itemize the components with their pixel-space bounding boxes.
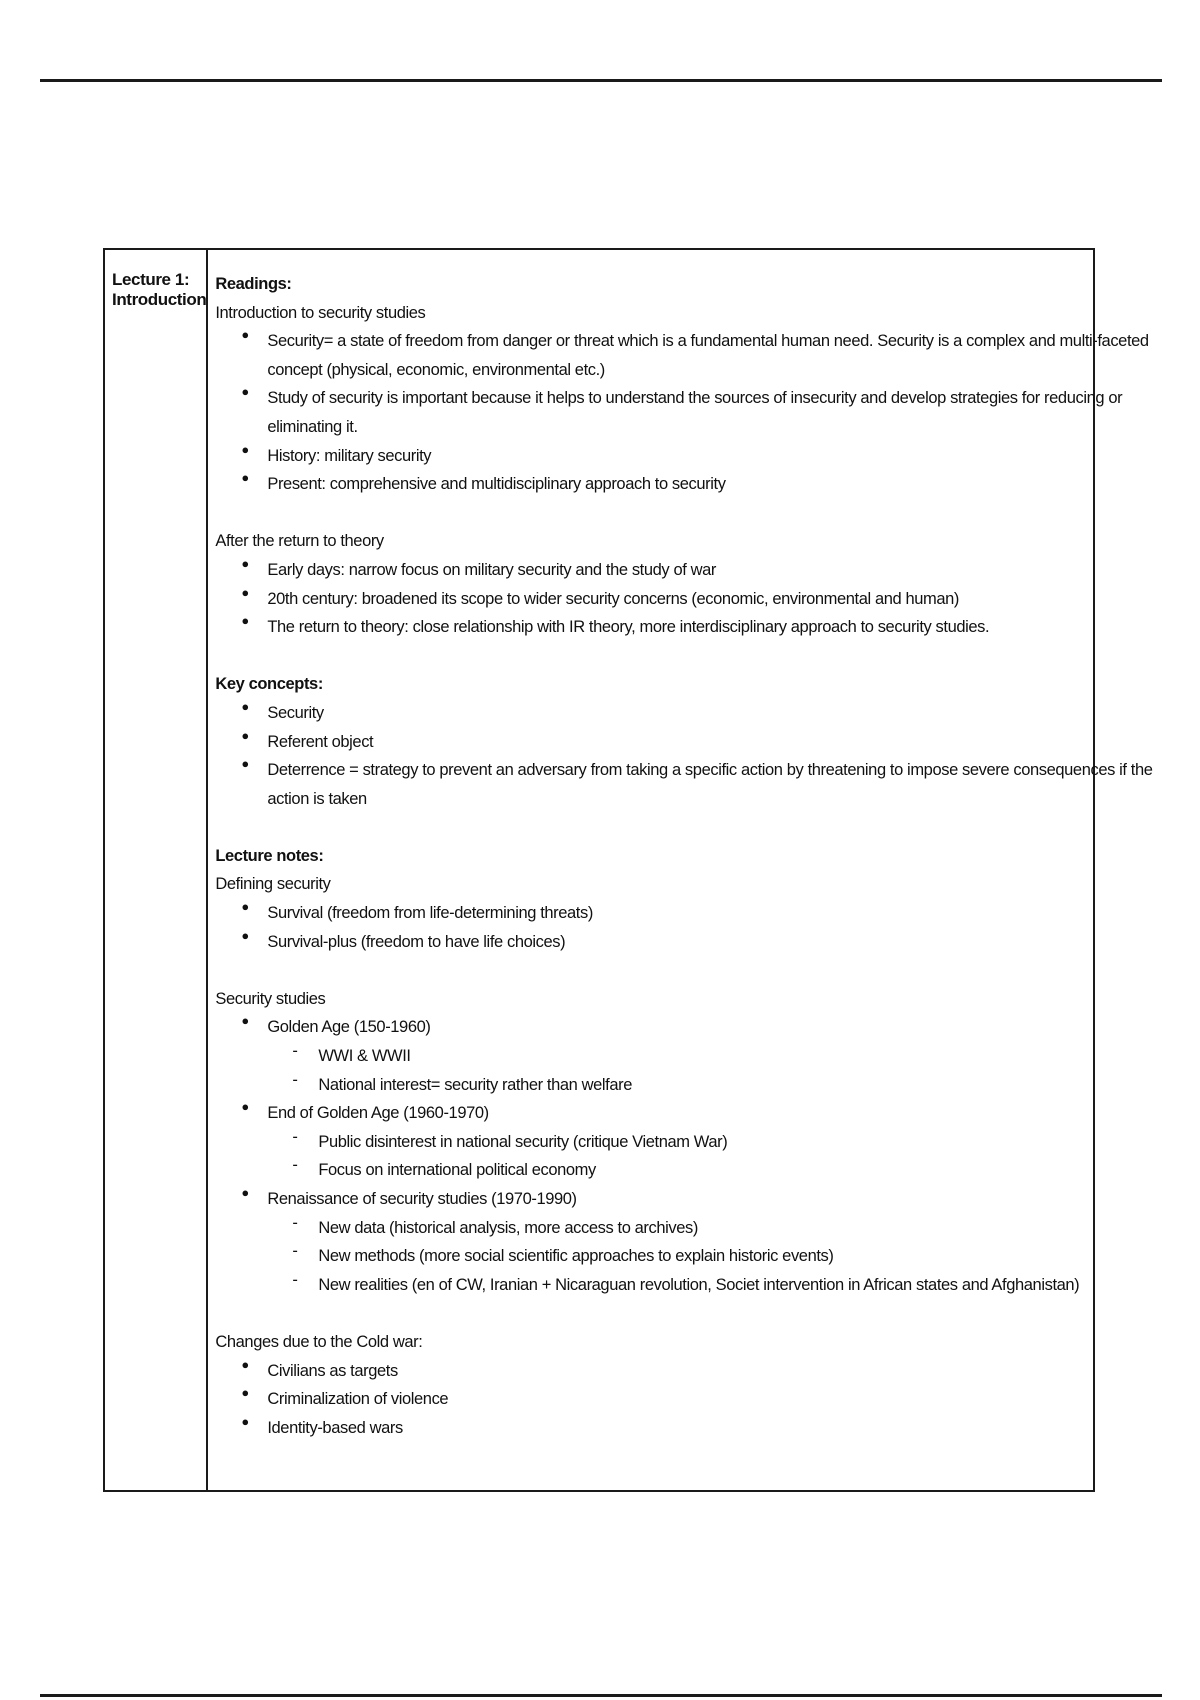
bullet-icon: ● xyxy=(241,1413,249,1429)
list-item-text: Referent object xyxy=(267,732,374,751)
list-item-text: Early days: narrow focus on military security and the study of war xyxy=(267,560,716,579)
list-item-text: Deterrence = strategy to prevent an adversary from taking a specific action by threatening to impose severe consequences if the xyxy=(267,761,1153,780)
sub-list-item-text: National interest= security rather than welfare xyxy=(318,1075,633,1094)
sub-list-item xyxy=(215,1128,1152,1157)
list-item xyxy=(215,442,1152,471)
lecture-notes-subheading: Defining security xyxy=(215,875,331,894)
sub-list-item-text: Public disinterest in national security (critique Vietnam War) xyxy=(318,1132,728,1151)
list-item-text: action is taken xyxy=(267,789,367,808)
sub-list-item xyxy=(215,1156,1152,1185)
sub-list-item-text: Focus on international political economy xyxy=(318,1161,596,1180)
dash-icon: - xyxy=(292,1242,298,1261)
list-item-text: concept (physical, economic, environmental etc.) xyxy=(267,360,605,379)
bullet-icon: ● xyxy=(241,1099,249,1115)
bullet-icon: ● xyxy=(241,327,249,343)
footer-rule xyxy=(40,1694,1162,1697)
bullet-icon: ● xyxy=(241,756,249,772)
sub-list-item-text: New data (historical analysis, more access to archives) xyxy=(318,1218,698,1237)
sub-list-item xyxy=(215,1214,1152,1243)
security-studies-heading: Security studies xyxy=(215,989,326,1008)
list-item-text: Study of security is important because it helps to understand the sources of insecurity and develop strategies for reducing or xyxy=(267,389,1123,408)
list-item-text: Identity-based wars xyxy=(267,1418,403,1437)
bullet-icon: ● xyxy=(241,1013,249,1029)
sub-list-item xyxy=(215,1242,1152,1271)
sub-list-item xyxy=(215,1271,1152,1300)
list-item xyxy=(215,1185,1152,1214)
bullet-icon: ● xyxy=(241,927,249,943)
dash-icon: - xyxy=(292,1127,298,1146)
list-item xyxy=(215,699,1152,728)
list-item xyxy=(215,1357,1152,1386)
after-return-heading: After the return to theory xyxy=(215,532,384,551)
list-item-text: Survival (freedom from life-determining threats) xyxy=(267,904,593,923)
list-item xyxy=(215,585,1152,614)
list-item xyxy=(215,756,1152,813)
dash-icon: - xyxy=(292,1070,298,1089)
list-item-text: Civilians as targets xyxy=(267,1361,398,1380)
list-item xyxy=(215,470,1152,499)
list-item xyxy=(215,384,1152,441)
dash-icon: - xyxy=(292,1042,298,1061)
list-item xyxy=(215,556,1152,585)
readings-heading: Readings: xyxy=(215,275,292,293)
bullet-icon: ● xyxy=(241,441,249,457)
sub-list-item-text: New realities (en of CW, Iranian + Nicaraguan revolution, Societ intervention in African states and Afghanistan) xyxy=(318,1275,1080,1294)
list-item-text: Renaissance of security studies (1970-1990) xyxy=(267,1190,577,1208)
dash-icon: - xyxy=(292,1213,298,1232)
list-item-text: Survival-plus (freedom to have life choices) xyxy=(267,932,566,951)
header-rule xyxy=(40,79,1162,82)
list-item xyxy=(215,327,1152,384)
bullet-icon: ● xyxy=(241,613,249,629)
sub-list-item xyxy=(215,1071,1152,1100)
bullet-icon: ● xyxy=(241,584,249,600)
list-item xyxy=(215,1013,1152,1042)
cold-war-heading: Changes due to the Cold war: xyxy=(215,1332,423,1351)
list-item-text: End of Golden Age (1960-1970) xyxy=(267,1104,489,1123)
bullet-icon: ● xyxy=(241,1185,249,1200)
bullet-icon: ● xyxy=(241,555,249,571)
list-item xyxy=(215,928,1152,957)
bullet-icon: ● xyxy=(241,384,249,400)
dash-icon: - xyxy=(292,1270,298,1289)
readings-subheading: Introduction to security studies xyxy=(215,303,426,322)
lecture-notes-table xyxy=(103,248,1153,1492)
list-item-text: Security xyxy=(267,703,324,722)
bullet-icon: ● xyxy=(241,1385,249,1401)
list-item xyxy=(215,613,1152,642)
lecture-content-cell xyxy=(208,250,1162,1490)
dash-icon: - xyxy=(292,1156,298,1175)
list-item-text: The return to theory: close relationship with IR theory, more interdisciplinary approach to security studies. xyxy=(267,618,990,637)
bullet-icon: ● xyxy=(241,899,249,915)
bullet-icon: ● xyxy=(241,470,249,486)
list-item xyxy=(215,1414,1152,1443)
bullet-icon: ● xyxy=(241,727,249,743)
list-item xyxy=(215,899,1152,928)
bullet-icon: ● xyxy=(241,1356,249,1372)
bullet-icon: ● xyxy=(241,698,249,714)
list-item xyxy=(215,728,1152,757)
sub-list-item-text: WWI & WWII xyxy=(318,1047,411,1066)
sub-list-item-text: New methods (more social scientific approaches to explain historic events) xyxy=(318,1247,834,1266)
list-item-text: Criminalization of violence xyxy=(267,1390,449,1409)
list-item-text: Golden Age (150-1960) xyxy=(267,1018,431,1037)
list-item xyxy=(215,1385,1152,1414)
sub-list-item xyxy=(215,1042,1152,1071)
lecture-notes-heading: Lecture notes: xyxy=(215,846,324,865)
list-item-text: History: military security xyxy=(267,446,432,465)
key-concepts-heading: Key concepts: xyxy=(215,675,323,694)
list-item-text: Present: comprehensive and multidisciplinary approach to security xyxy=(267,475,726,494)
lecture-title-cell xyxy=(105,250,208,1490)
lecture-title: Lecture 1: Introduction xyxy=(112,270,207,309)
list-item xyxy=(215,1099,1152,1128)
list-item-text: eliminating it. xyxy=(267,417,358,436)
list-item-text: 20th century: broadened its scope to wider security concerns (economic, environmental and human) xyxy=(267,589,959,608)
list-item-text: Security= a state of freedom from danger or threat which is a fundamental human need. Security is a complex and multi-faceted xyxy=(267,332,1149,351)
